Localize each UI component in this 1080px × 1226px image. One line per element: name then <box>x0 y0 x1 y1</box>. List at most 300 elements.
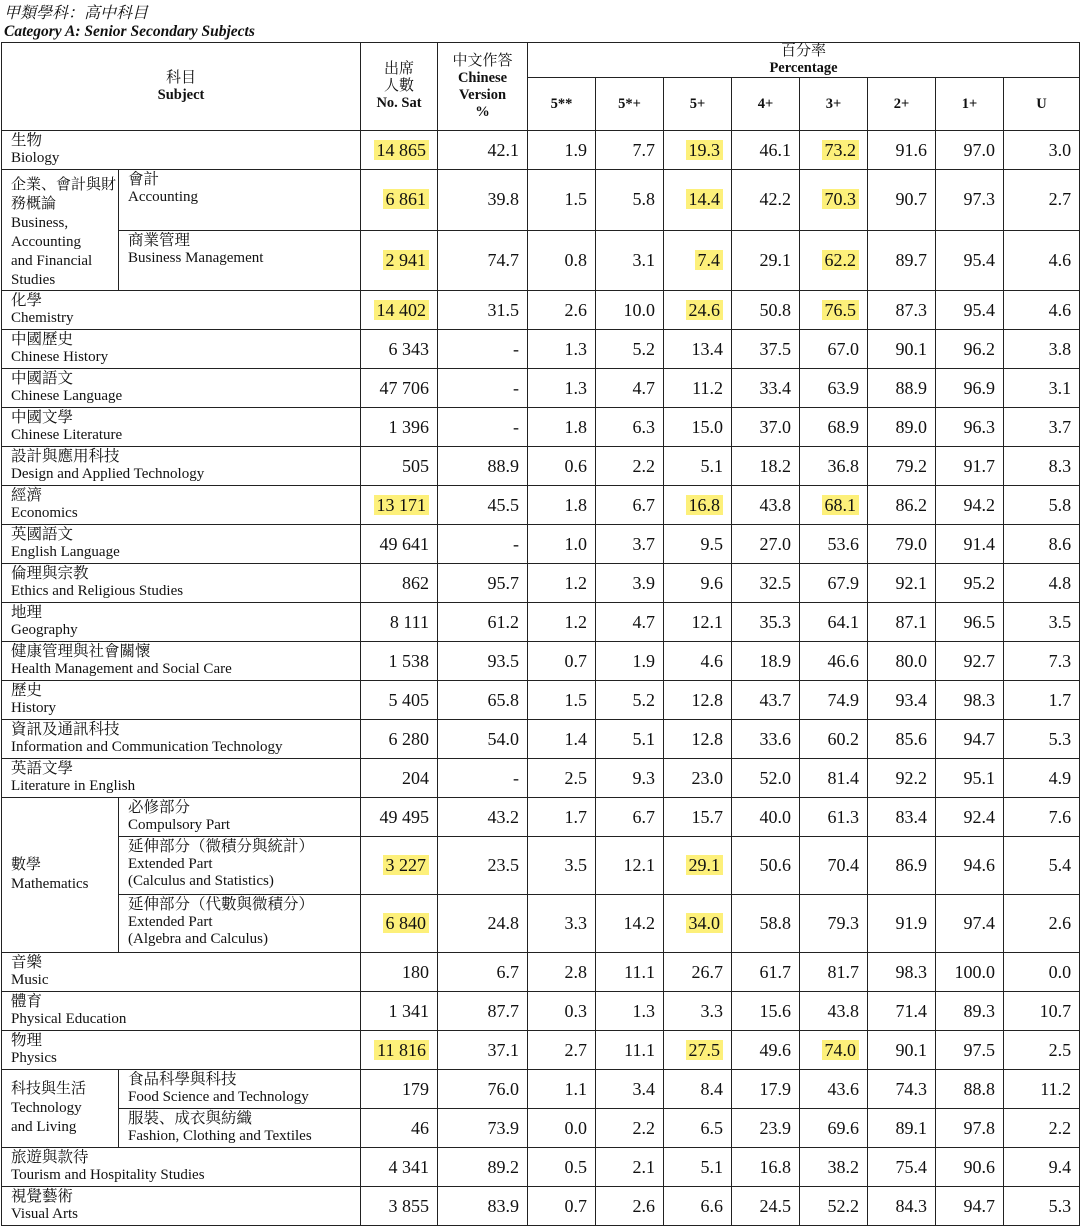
grade-percentage-cell <box>664 1148 732 1187</box>
chinese-version-cell-value: 93.5 <box>487 650 520 671</box>
table-row <box>2 330 1080 369</box>
no-sat-cell-value: 179 <box>402 1078 430 1099</box>
grade-percentage-cell-value: 9.3 <box>632 767 656 788</box>
subject-cell <box>119 895 361 953</box>
chinese-version-cell <box>438 131 528 170</box>
chinese-version-cell <box>438 291 528 330</box>
grade-percentage-cell-value: 18.2 <box>759 455 792 476</box>
grade-percentage-cell <box>800 837 868 895</box>
subject-name-en: Geography <box>11 622 78 638</box>
subject-cell <box>2 525 361 564</box>
grade-percentage-cell-value: 11.1 <box>624 1039 656 1060</box>
grade-percentage-cell <box>664 486 732 525</box>
grade-percentage-cell <box>732 953 800 992</box>
grade-percentage-cell-value: 1.8 <box>564 494 588 515</box>
grade-percentage-cell-value: 100.0 <box>954 961 996 982</box>
grade-percentage-cell-value: 91.6 <box>895 139 928 160</box>
no-sat-cell-value: 11 816 <box>374 1040 429 1060</box>
chinese-version-cell-value: 73.9 <box>487 1117 520 1138</box>
grade-percentage-cell-value: 2.6 <box>564 299 588 320</box>
grade-percentage-cell <box>732 131 800 170</box>
subject-cell <box>2 1187 361 1226</box>
grade-percentage-cell <box>800 642 868 681</box>
grade-percentage-cell-value: 11.2 <box>692 377 724 398</box>
subject-name-en: Visual Arts <box>11 1206 79 1222</box>
grade-percentage-cell-value: 5.3 <box>1048 1195 1072 1216</box>
subject-cell <box>119 1109 361 1148</box>
grade-percentage-cell <box>800 330 868 369</box>
chinese-version-cell <box>438 1109 528 1148</box>
grade-percentage-cell-value: 3.3 <box>700 1000 724 1021</box>
grade-percentage-cell <box>664 369 732 408</box>
grade-percentage-cell-value: 4.7 <box>632 377 656 398</box>
grade-percentage-cell <box>732 486 800 525</box>
chinese-version-cell-value: 87.7 <box>487 1000 520 1021</box>
grade-percentage-cell <box>732 447 800 486</box>
grade-percentage-cell-value: 14.4 <box>686 189 724 209</box>
grade-percentage-cell-value: 94.6 <box>963 855 996 875</box>
grade-percentage-cell <box>596 1109 664 1148</box>
subject-name-en: Literature in English <box>11 778 136 794</box>
grade-percentage-cell-value: 5.8 <box>632 189 656 210</box>
grade-percentage-cell <box>596 798 664 837</box>
grade-percentage-cell-value: 98.3 <box>895 961 928 982</box>
grade-percentage-cell-value: 12.8 <box>691 728 724 749</box>
no-sat-cell <box>361 291 438 330</box>
subject-name-en: Health Management and Social Care <box>11 661 232 677</box>
table-row <box>2 720 1080 759</box>
subject-name-en: Economics <box>11 505 78 521</box>
no-sat-cell-value: 49 641 <box>379 533 430 554</box>
table-row <box>2 895 1080 953</box>
grade-percentage-cell <box>528 170 596 231</box>
grade-percentage-cell-value: 0.5 <box>564 1156 588 1177</box>
chinese-version-cell <box>438 681 528 720</box>
chinese-version-cell-value: 89.2 <box>487 1156 520 1177</box>
grade-percentage-cell <box>664 1187 732 1226</box>
grade-percentage-cell <box>664 447 732 486</box>
chinese-version-cell-value: 83.9 <box>487 1195 520 1216</box>
grade-percentage-cell <box>936 642 1004 681</box>
grade-percentage-cell-value: 23.9 <box>759 1117 792 1138</box>
grade-percentage-cell <box>528 1109 596 1148</box>
grade-percentage-cell <box>868 895 936 953</box>
grade-percentage-cell-value: 4.6 <box>1048 299 1072 320</box>
no-sat-cell <box>361 1187 438 1226</box>
grade-percentage-cell <box>800 895 868 953</box>
no-sat-cell <box>361 837 438 895</box>
grade-percentage-cell-value: 3.1 <box>632 249 656 270</box>
grade-percentage-cell <box>936 330 1004 369</box>
subject-name-en: Chinese History <box>11 349 109 365</box>
no-sat-cell <box>361 642 438 681</box>
grade-percentage-cell <box>936 486 1004 525</box>
grade-percentage-cell <box>800 603 868 642</box>
grade-percentage-cell <box>528 681 596 720</box>
subject-name-zh: 資訊及通訊科技 <box>11 721 120 738</box>
grade-percentage-cell-value: 90.7 <box>895 189 928 210</box>
subject-name-zh: 音樂 <box>11 954 43 971</box>
subject-name-en: Physics <box>11 1050 57 1066</box>
no-sat-cell-value: 13 171 <box>374 495 430 515</box>
grade-percentage-cell <box>732 564 800 603</box>
grade-percentage-cell <box>868 291 936 330</box>
grade-percentage-cell <box>1004 1070 1080 1109</box>
grade-percentage-cell <box>732 170 800 231</box>
subject-name-en: Food Science and Technology <box>128 1089 309 1105</box>
grade-percentage-cell-value: 43.8 <box>759 494 792 515</box>
grade-percentage-cell-value: 3.5 <box>1048 611 1072 632</box>
subject-name-zh: 中國文學 <box>11 409 74 426</box>
grade-percentage-cell <box>664 291 732 330</box>
table-row <box>2 1148 1080 1187</box>
grade-percentage-cell-value: 96.5 <box>963 611 996 632</box>
grade-percentage-cell <box>596 603 664 642</box>
no-sat-cell-value: 3 855 <box>388 1195 430 1216</box>
grade-percentage-cell-value: 67.9 <box>827 572 860 593</box>
grade-percentage-cell <box>664 1109 732 1148</box>
grade-percentage-cell-value: 3.9 <box>632 572 656 593</box>
subject-name-en: Chinese Language <box>11 388 123 404</box>
grade-percentage-cell-value: 7.4 <box>695 250 724 270</box>
grade-percentage-cell-value: 3.5 <box>564 855 588 875</box>
no-sat-cell <box>361 230 438 291</box>
no-sat-cell-value: 6 280 <box>388 728 430 749</box>
grade-percentage-cell <box>1004 291 1080 330</box>
grade-percentage-cell <box>936 369 1004 408</box>
grade-percentage-cell <box>528 525 596 564</box>
grade-percentage-cell-value: 6.6 <box>700 1195 724 1216</box>
grade-percentage-cell <box>596 1070 664 1109</box>
group-name-zh: 企業、會計與財務概論 <box>11 177 117 212</box>
grade-percentage-cell <box>1004 170 1080 231</box>
grade-header: 3+ <box>800 78 868 131</box>
subject-name-en: History <box>11 700 56 716</box>
grade-percentage-cell-value: 1.2 <box>564 572 588 593</box>
grade-percentage-cell-value: 6.7 <box>632 494 656 515</box>
grade-percentage-cell <box>868 642 936 681</box>
grade-percentage-cell-value: 40.0 <box>759 806 792 827</box>
grade-percentage-cell-value: 2.2 <box>1048 1117 1072 1138</box>
subject-name-en: Business Management <box>128 249 264 266</box>
grade-percentage-cell-value: 74.0 <box>822 1040 860 1060</box>
grade-percentage-cell <box>596 564 664 603</box>
grade-percentage-cell <box>1004 992 1080 1031</box>
grade-percentage-cell <box>936 953 1004 992</box>
table-row <box>2 681 1080 720</box>
grade-percentage-cell-value: 2.2 <box>632 1117 656 1138</box>
subject-name-en: Accounting <box>128 189 198 205</box>
grade-percentage-cell-value: 38.2 <box>827 1156 860 1177</box>
grade-percentage-cell-value: 92.4 <box>963 806 996 827</box>
grade-percentage-cell <box>936 681 1004 720</box>
grade-percentage-cell-value: 1.5 <box>564 189 588 210</box>
no-sat-cell <box>361 525 438 564</box>
chinese-version-cell <box>438 170 528 231</box>
grade-percentage-cell-value: 46.6 <box>827 650 860 671</box>
grade-percentage-cell <box>596 759 664 798</box>
grade-percentage-cell-value: 1.2 <box>564 611 588 632</box>
subject-cell <box>2 291 361 330</box>
grade-percentage-cell <box>800 1031 868 1070</box>
table-row <box>2 1109 1080 1148</box>
chinese-version-cell-value: 42.1 <box>487 139 520 160</box>
grade-percentage-cell <box>528 1148 596 1187</box>
grade-percentage-cell <box>528 1031 596 1070</box>
no-sat-cell <box>361 681 438 720</box>
grade-percentage-cell-value: 6.7 <box>632 806 656 827</box>
table-row <box>2 131 1080 170</box>
table-row <box>2 525 1080 564</box>
grade-percentage-cell-value: 0.0 <box>564 1117 588 1138</box>
grade-percentage-cell <box>868 1187 936 1226</box>
no-sat-cell-value: 6 343 <box>388 338 430 359</box>
grade-percentage-cell-value: 63.9 <box>827 377 860 398</box>
subject-cell <box>119 837 361 895</box>
grade-percentage-cell <box>936 291 1004 330</box>
grade-percentage-cell <box>1004 1187 1080 1226</box>
grade-percentage-cell-value: 61.7 <box>759 961 792 982</box>
grade-percentage-cell-value: 27.0 <box>759 533 792 554</box>
grade-percentage-cell <box>732 1148 800 1187</box>
grade-percentage-cell <box>936 1031 1004 1070</box>
chinese-version-cell <box>438 330 528 369</box>
grade-percentage-cell-value: 88.8 <box>963 1078 996 1099</box>
no-sat-cell <box>361 720 438 759</box>
subject-cell <box>119 1070 361 1109</box>
grade-percentage-cell <box>800 992 868 1031</box>
header-no-sat: 出席 人數 No. Sat <box>361 43 438 131</box>
chinese-version-cell-value: 24.8 <box>487 913 520 933</box>
table-row <box>2 837 1080 895</box>
grade-percentage-cell-value: 86.2 <box>895 494 928 515</box>
grade-percentage-cell <box>732 230 800 291</box>
grade-percentage-cell-value: 1.9 <box>564 139 588 160</box>
grade-percentage-cell <box>596 895 664 953</box>
no-sat-cell <box>361 369 438 408</box>
grade-percentage-cell <box>936 1148 1004 1187</box>
grade-percentage-cell-value: 1.3 <box>564 338 588 359</box>
subject-cell <box>2 992 361 1031</box>
grade-percentage-cell <box>664 131 732 170</box>
grade-percentage-cell-value: 11.2 <box>1040 1078 1072 1099</box>
grade-percentage-cell <box>936 895 1004 953</box>
grade-percentage-cell-value: 79.3 <box>827 913 860 933</box>
subject-name-en: Extended Part <box>128 914 213 930</box>
grade-percentage-cell <box>800 759 868 798</box>
grade-percentage-cell <box>732 1187 800 1226</box>
grade-percentage-cell-value: 74.9 <box>827 689 860 710</box>
grade-percentage-cell <box>868 330 936 369</box>
no-sat-cell <box>361 953 438 992</box>
grade-percentage-cell <box>936 170 1004 231</box>
grade-percentage-cell-value: 18.9 <box>759 650 792 671</box>
grade-percentage-cell-value: 89.1 <box>895 1117 928 1138</box>
grade-percentage-cell-value: 88.9 <box>895 377 928 398</box>
subject-name-zh: 地理 <box>11 604 43 621</box>
no-sat-cell-value: 204 <box>402 767 430 788</box>
grade-percentage-cell <box>800 798 868 837</box>
subject-cell <box>2 720 361 759</box>
table-row <box>2 1187 1080 1226</box>
grade-percentage-cell <box>528 131 596 170</box>
grade-percentage-cell <box>664 798 732 837</box>
chinese-version-cell-value: - <box>513 416 520 437</box>
grade-percentage-cell <box>868 603 936 642</box>
chinese-version-cell <box>438 408 528 447</box>
subject-name-en: Information and Communication Technology <box>11 739 283 755</box>
grade-percentage-cell <box>596 1148 664 1187</box>
grade-percentage-cell-value: 0.8 <box>564 249 588 270</box>
grade-percentage-cell-value: 2.5 <box>564 767 588 788</box>
subject-cell <box>2 642 361 681</box>
grade-header: 5*+ <box>596 78 664 131</box>
grade-percentage-cell <box>596 1187 664 1226</box>
no-sat-cell-value: 4 341 <box>388 1156 430 1177</box>
chinese-version-cell <box>438 564 528 603</box>
grade-percentage-cell <box>1004 759 1080 798</box>
grade-percentage-cell <box>1004 564 1080 603</box>
grade-percentage-cell <box>868 1031 936 1070</box>
grade-percentage-cell-value: 2.6 <box>1048 913 1072 933</box>
grade-percentage-cell <box>732 720 800 759</box>
subject-name-zh: 生物 <box>11 132 43 149</box>
grade-percentage-cell-value: 98.3 <box>963 689 996 710</box>
grade-percentage-cell <box>800 408 868 447</box>
results-table <box>1 42 1080 1226</box>
grade-percentage-cell <box>936 447 1004 486</box>
grade-percentage-cell <box>800 131 868 170</box>
grade-percentage-cell <box>1004 953 1080 992</box>
grade-percentage-cell <box>732 291 800 330</box>
grade-percentage-cell-value: 7.3 <box>1048 650 1072 671</box>
grade-percentage-cell-value: 96.9 <box>963 377 996 398</box>
grade-percentage-cell-value: 34.0 <box>686 913 724 933</box>
grade-percentage-cell <box>868 798 936 837</box>
chinese-version-cell-value: 65.8 <box>487 689 520 710</box>
grade-percentage-cell-value: 92.1 <box>895 572 928 593</box>
grade-percentage-cell <box>1004 837 1080 895</box>
chinese-version-cell <box>438 895 528 953</box>
grade-percentage-cell-value: 79.0 <box>895 533 928 554</box>
no-sat-cell <box>361 131 438 170</box>
subject-name-zh: 延伸部分（微積分與統計） <box>128 838 315 855</box>
grade-percentage-cell-value: 8.4 <box>700 1078 724 1099</box>
grade-percentage-cell <box>596 291 664 330</box>
grade-percentage-cell-value: 35.3 <box>759 611 792 632</box>
grade-percentage-cell-value: 49.6 <box>759 1039 792 1060</box>
grade-percentage-cell-value: 6.3 <box>632 416 656 437</box>
grade-percentage-cell <box>868 992 936 1031</box>
grade-percentage-cell-value: 85.6 <box>895 728 928 749</box>
grade-percentage-cell-value: 94.2 <box>963 494 996 515</box>
grade-percentage-cell <box>528 1187 596 1226</box>
grade-percentage-cell <box>868 486 936 525</box>
subject-name-en: Fashion, Clothing and Textiles <box>128 1128 312 1144</box>
grade-percentage-cell-value: 3.7 <box>1048 416 1072 437</box>
grade-percentage-cell-value: 5.8 <box>1048 494 1072 515</box>
subject-name-zh: 延伸部分（代數與微積分） <box>128 896 315 913</box>
no-sat-cell <box>361 447 438 486</box>
subject-group-cell <box>2 1070 119 1148</box>
grade-percentage-cell <box>936 1187 1004 1226</box>
subject-cell <box>2 369 361 408</box>
grade-percentage-cell <box>528 798 596 837</box>
grade-percentage-cell <box>868 170 936 231</box>
no-sat-cell-value: 46 <box>411 1117 430 1138</box>
subject-name-zh: 物理 <box>11 1032 43 1049</box>
subject-name-zh: 商業管理 <box>128 231 191 249</box>
chinese-version-cell-value: 95.7 <box>487 572 520 593</box>
grade-percentage-cell-value: 12.8 <box>691 689 724 710</box>
subject-name-zh: 視覺藝術 <box>11 1188 74 1205</box>
grade-percentage-cell <box>936 992 1004 1031</box>
grade-percentage-cell-value: 24.6 <box>686 300 724 320</box>
grade-percentage-cell-value: 11.1 <box>624 961 656 982</box>
subject-name-en: English Language <box>11 544 120 560</box>
grade-percentage-cell-value: 96.3 <box>963 416 996 437</box>
subject-name-en-detail: (Calculus and Statistics) <box>128 873 274 889</box>
group-name-en: and Financial Studies <box>11 253 93 288</box>
grade-percentage-cell <box>596 992 664 1031</box>
grade-percentage-cell-value: 70.4 <box>827 855 860 875</box>
grade-percentage-cell-value: 42.2 <box>759 189 792 210</box>
chinese-version-cell <box>438 837 528 895</box>
grade-percentage-cell <box>800 720 868 759</box>
subject-name-zh: 必修部分 <box>128 799 191 816</box>
grade-percentage-cell <box>596 408 664 447</box>
grade-header: 4+ <box>732 78 800 131</box>
grade-percentage-cell-value: 16.8 <box>759 1156 792 1177</box>
subject-name-en-detail: (Algebra and Calculus) <box>128 931 268 947</box>
grade-percentage-cell <box>528 603 596 642</box>
grade-percentage-cell-value: 1.4 <box>564 728 588 749</box>
grade-percentage-cell-value: 10.0 <box>623 299 656 320</box>
grade-percentage-cell-value: 74.3 <box>895 1078 928 1099</box>
grade-percentage-cell <box>732 369 800 408</box>
grade-percentage-cell <box>732 525 800 564</box>
table-row <box>2 603 1080 642</box>
grade-percentage-cell <box>596 131 664 170</box>
no-sat-cell-value: 6 861 <box>383 189 430 209</box>
grade-percentage-cell-value: 1.3 <box>632 1000 656 1021</box>
chinese-version-cell-value: 45.5 <box>487 494 520 515</box>
grade-percentage-cell <box>800 486 868 525</box>
table-row <box>2 953 1080 992</box>
grade-percentage-cell-value: 46.1 <box>759 139 792 160</box>
grade-percentage-cell <box>800 170 868 231</box>
no-sat-cell <box>361 486 438 525</box>
grade-percentage-cell-value: 16.8 <box>686 495 724 515</box>
no-sat-cell-value: 8 111 <box>389 611 430 632</box>
grade-percentage-cell <box>664 992 732 1031</box>
grade-percentage-cell <box>868 720 936 759</box>
grade-percentage-cell <box>664 1031 732 1070</box>
grade-percentage-cell-value: 89.0 <box>895 416 928 437</box>
subject-name-en: Extended Part <box>128 856 213 872</box>
no-sat-cell <box>361 408 438 447</box>
grade-percentage-cell-value: 91.7 <box>963 455 996 476</box>
grade-percentage-cell <box>732 759 800 798</box>
grade-percentage-cell-value: 96.2 <box>963 338 996 359</box>
grade-percentage-cell-value: 79.2 <box>895 455 928 476</box>
header-subject: 科目 Subject <box>2 43 361 131</box>
grade-percentage-cell <box>528 330 596 369</box>
grade-percentage-cell-value: 3.4 <box>632 1078 656 1099</box>
no-sat-cell <box>361 759 438 798</box>
grade-percentage-cell-value: 10.7 <box>1039 1000 1072 1021</box>
grade-percentage-cell-value: 4.6 <box>700 650 724 671</box>
